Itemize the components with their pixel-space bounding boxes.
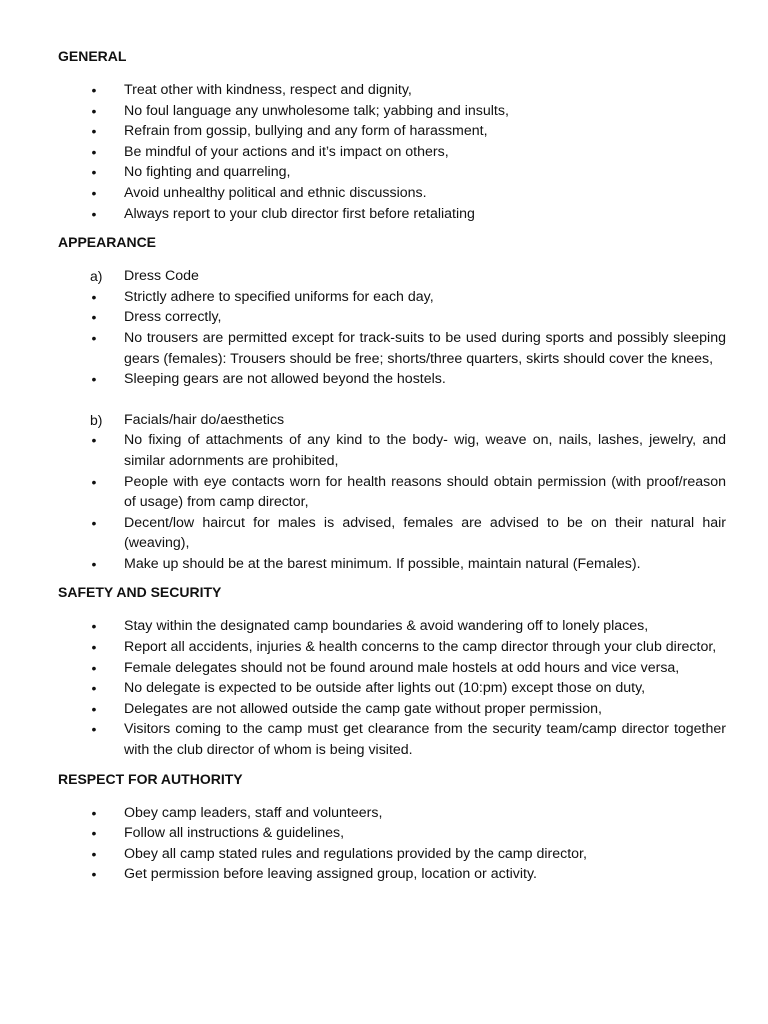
section-respect-authority bbox=[58, 769, 726, 885]
section-appearance bbox=[58, 232, 726, 574]
bullet-icon: • bbox=[91, 639, 97, 656]
list-item-text: Avoid unhealthy political and ethnic discussions. bbox=[124, 184, 427, 201]
bullet-icon: • bbox=[91, 804, 97, 821]
document-page bbox=[58, 46, 726, 893]
bullet-list bbox=[58, 80, 726, 224]
list-item-text: Obey camp leaders, staff and volunteers, bbox=[124, 804, 383, 821]
subsection-title-text: Dress Code bbox=[124, 268, 199, 285]
spacer bbox=[58, 390, 726, 410]
list-item-text: People with eye contacts worn for health reasons should obtain permission (with proof/reason of usage) from camp director, bbox=[124, 473, 726, 511]
bullet-icon: • bbox=[91, 371, 97, 388]
list-item bbox=[58, 513, 726, 554]
list-item-text: No trousers are permitted except for track-suits to be used during sports and possibly sleeping gears (females): Trousers should be free; shorts/three quarters, skirts should cover the knees, bbox=[124, 329, 726, 367]
list-item bbox=[58, 430, 726, 471]
bullet-icon: • bbox=[91, 164, 97, 181]
list-item bbox=[58, 616, 726, 637]
list-item-text: Follow all instructions & guidelines, bbox=[124, 825, 345, 842]
bullet-icon: • bbox=[91, 866, 97, 883]
list-item-text: Dress correctly, bbox=[124, 309, 222, 326]
bullet-icon: • bbox=[91, 845, 97, 862]
list-item-text: Visitors coming to the camp must get clearance from the security team/camp director together with the club director of whom is being visited. bbox=[124, 721, 726, 759]
subsection-title-text: Facials/hair do/aesthetics bbox=[124, 411, 285, 428]
subsection-title bbox=[58, 266, 726, 287]
list-item-text: Delegates are not allowed outside the camp gate without proper permission, bbox=[124, 700, 602, 717]
list-item bbox=[58, 844, 726, 865]
list-item bbox=[58, 864, 726, 885]
list-item-text: No foul language any unwholesome talk; yabbing and insults, bbox=[124, 102, 509, 119]
bullet-icon: • bbox=[91, 618, 97, 635]
list-item-text: Obey all camp stated rules and regulations provided by the camp director, bbox=[124, 845, 587, 862]
list-item bbox=[58, 823, 726, 844]
list-item-text: Refrain from gossip, bullying and any form of harassment, bbox=[124, 123, 488, 140]
list-item-text: Sleeping gears are not allowed beyond the hostels. bbox=[124, 371, 446, 388]
list-item bbox=[58, 121, 726, 142]
list-item bbox=[58, 699, 726, 720]
list-item bbox=[58, 328, 726, 369]
list-item bbox=[58, 183, 726, 204]
subsection-title bbox=[58, 410, 726, 431]
list-item bbox=[58, 637, 726, 658]
list-item bbox=[58, 287, 726, 308]
list-item bbox=[58, 803, 726, 824]
list-item bbox=[58, 142, 726, 163]
bullet-icon: • bbox=[91, 143, 97, 160]
bullet-icon: • bbox=[91, 825, 97, 842]
list-item-text: Get permission before leaving assigned group, location or activity. bbox=[124, 866, 537, 883]
list-item-text: Strictly adhere to specified uniforms for each day, bbox=[124, 288, 434, 305]
bullet-icon: • bbox=[91, 721, 97, 738]
bullet-icon: • bbox=[91, 432, 97, 449]
subsection-marker: a) bbox=[90, 268, 103, 285]
list-item-text: Always report to your club director first before retaliating bbox=[124, 205, 475, 222]
section-general bbox=[58, 46, 726, 224]
bullet-icon: • bbox=[91, 680, 97, 697]
bullet-list bbox=[58, 616, 726, 760]
list-item-text: Stay within the designated camp boundaries & avoid wandering off to lonely places, bbox=[124, 618, 649, 635]
bullet-list bbox=[58, 803, 726, 885]
bullet-icon: • bbox=[91, 205, 97, 222]
list-item bbox=[58, 204, 726, 225]
list-item bbox=[58, 678, 726, 699]
list-item-text: No delegate is expected to be outside after lights out (10:pm) except those on duty, bbox=[124, 680, 646, 697]
bullet-icon: • bbox=[91, 102, 97, 119]
list-item bbox=[58, 719, 726, 760]
list-item bbox=[58, 101, 726, 122]
section-heading: GENERAL bbox=[58, 48, 127, 64]
list-item bbox=[58, 162, 726, 183]
bullet-icon: • bbox=[91, 329, 97, 346]
bullet-icon: • bbox=[91, 659, 97, 676]
list-item-text: No fighting and quarreling, bbox=[124, 164, 291, 181]
list-item-text: Make up should be at the barest minimum. If possible, maintain natural (Females). bbox=[124, 555, 641, 572]
section-safety-security bbox=[58, 582, 726, 760]
bullet-list bbox=[58, 266, 726, 390]
list-item-text: Decent/low haircut for males is advised, females are advised to be on their natural hair (weaving), bbox=[124, 514, 726, 552]
bullet-icon: • bbox=[91, 555, 97, 572]
list-item bbox=[58, 369, 726, 390]
bullet-icon: • bbox=[91, 123, 97, 140]
bullet-icon: • bbox=[91, 184, 97, 201]
list-item-text: Female delegates should not be found around male hostels at odd hours and vice versa, bbox=[124, 659, 680, 676]
bullet-icon: • bbox=[91, 473, 97, 490]
section-heading: RESPECT FOR AUTHORITY bbox=[58, 770, 243, 787]
list-item bbox=[58, 307, 726, 328]
bullet-icon: • bbox=[91, 288, 97, 305]
list-item bbox=[58, 658, 726, 679]
subsection-marker: b) bbox=[90, 411, 103, 428]
bullet-icon: • bbox=[91, 309, 97, 326]
bullet-icon: • bbox=[91, 514, 97, 531]
bullet-icon: • bbox=[91, 82, 97, 98]
list-item bbox=[58, 472, 726, 513]
list-item bbox=[58, 554, 726, 575]
list-item-text: Treat other with kindness, respect and dignity, bbox=[124, 82, 412, 98]
bullet-list bbox=[58, 410, 726, 575]
list-item-text: No fixing of attachments of any kind to the body- wig, weave on, nails, lashes, jewelry, and similar adornments are prohibited, bbox=[124, 432, 726, 469]
section-heading: APPEARANCE bbox=[58, 234, 157, 251]
section-heading: SAFETY AND SECURITY bbox=[58, 584, 222, 601]
list-item bbox=[58, 80, 726, 101]
list-item-text: Report all accidents, injuries & health concerns to the camp director through your club director, bbox=[124, 639, 717, 656]
list-item-text: Be mindful of your actions and it’s impact on others, bbox=[124, 143, 449, 160]
bullet-icon: • bbox=[91, 700, 97, 717]
